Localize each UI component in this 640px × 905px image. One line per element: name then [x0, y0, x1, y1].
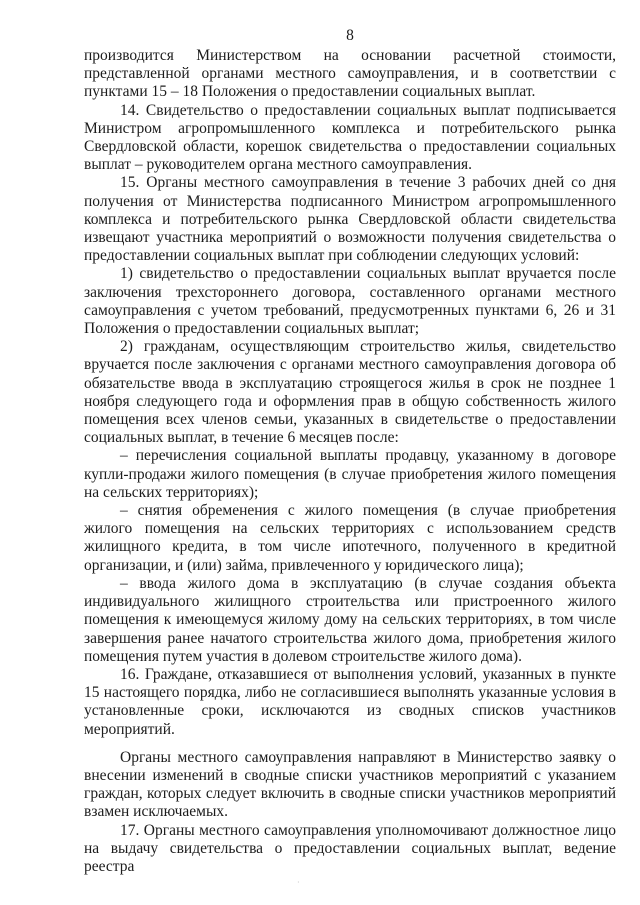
document-page	[84, 26, 616, 876]
scan-speck: ·	[297, 878, 300, 887]
paragraph-15-condition-1: 1) свидетельство о предоставлении социальных выплат вручается после заключения трехстороннего договора, составленного органами местного самоуправления с учетом требований, предусмотренных пунктами 6, 26 и 31 Положения о предоставлении социальных выплат;	[84, 265, 616, 338]
list-item-house-commissioning: – ввода жилого дома в эксплуатацию (в случае создания объекта индивидуального жилищного строительства или пристроенного жилого помещения к имеющемуся жилому дому на сельских территориях, в том числе завершения ранее начатого строительства жилого дома, приобретения жилого помещения путем участия в долевом строительстве жилого дома).	[84, 574, 616, 665]
paragraph-14-certificate-signing: 14. Свидетельство о предоставлении социальных выплат подписывается Министром агропромышленного комплекса и потребительского рынка Свердловской области, корешок свидетельства о предоставлении социальных выплат – руководителем органа местного самоуправления.	[84, 101, 616, 174]
paragraph-15-condition-2: 2) гражданам, осуществляющим строительство жилья, свидетельство вручается после заключения с органами местного самоуправления договора об обязательстве ввода в эксплуатацию строящегося жилья в срок не позднее 1 ноября следующего года и оформления прав в общую собственность жилого помещения всех членов семьи, указанных в свидетельстве о предоставлении социальных выплат, в течение 6 месяцев после:	[84, 338, 616, 447]
paragraph-16-exclusion: 16. Граждане, отказавшиеся от выполнения условий, указанных в пункте 15 настоящего порядка, либо не согласившиеся выполнять указанные условия в установленные сроки, исключаются из сводных списков участников мероприятий.	[84, 665, 616, 738]
paragraph-payment-basis: производится Министерством на основании расчетной стоимости, представленной органами местного самоуправления, и в соответствии с пунктами 15 – 18 Положения о предоставлении социальных выплат.	[84, 47, 616, 101]
paragraph-17-authorization: 17. Органы местного самоуправления уполномочивают должностное лицо на выдачу свидетельства о предоставлении социальных выплат, ведение реестра	[84, 821, 616, 875]
paragraph-15-notification: 15. Органы местного самоуправления в течение 3 рабочих дней со дня получения от Министерства подписанного Министром агропромышленного комплекса и потребительского рынка Свердловской области свидетельства извещают участника мероприятий о возможности получения свидетельства о предоставлении социальных выплат при соблюдении следующих условий:	[84, 174, 616, 265]
list-item-payment-transfer: – перечисления социальной выплаты продавцу, указанному в договоре купли-продажи жилого помещения (в случае приобретения жилого помещения на сельских территориях);	[84, 447, 616, 501]
page-number: 8	[346, 27, 354, 44]
paragraph-16-application: Органы местного самоуправления направляют в Министерство заявку о внесении изменений в сводные списки участников мероприятий с указанием граждан, которых следует включить в сводные списки участников мероприятий взамен исключаемых.	[84, 748, 616, 821]
list-item-encumbrance-removal: – снятия обременения с жилого помещения (в случае приобретения жилого помещения на сельских территориях с использованием средств жилищного кредита, в том числе ипотечного, полученного в кредитной организации, и (или) займа, привлеченного у юридического лица);	[84, 502, 616, 574]
